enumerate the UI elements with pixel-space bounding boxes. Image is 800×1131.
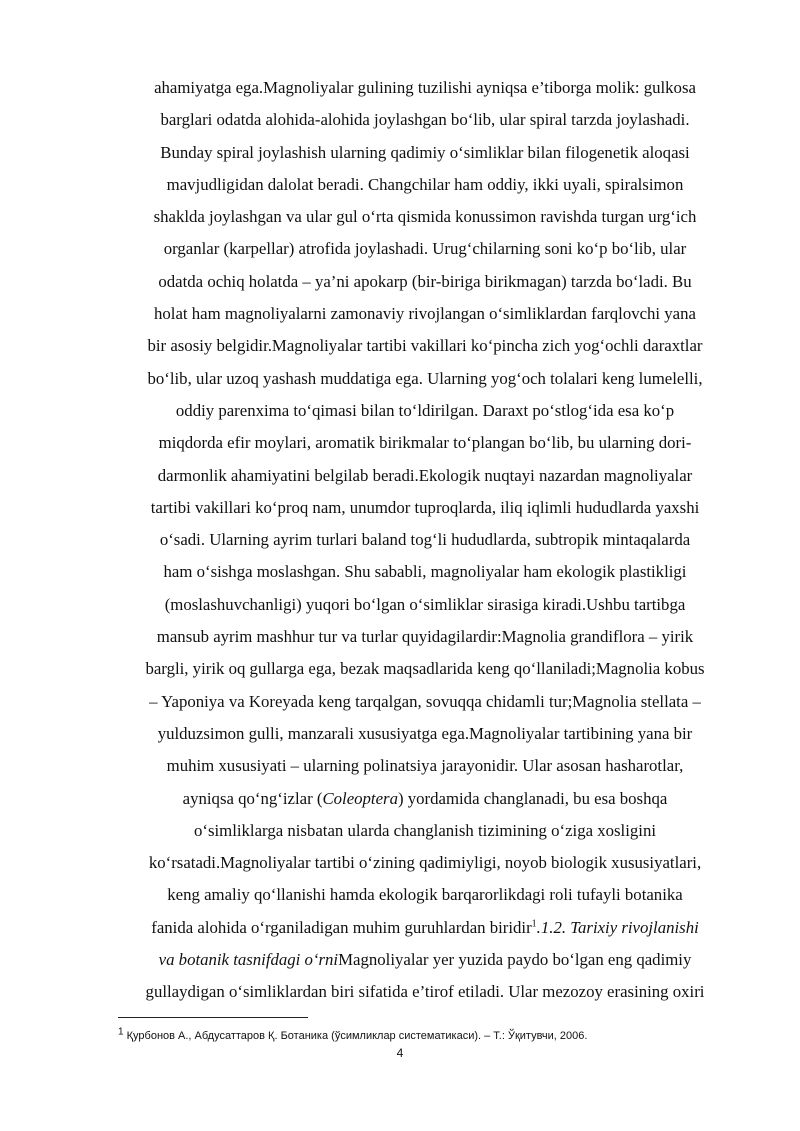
footnote-text: Қурбонов А., Абдусаттаров Қ. Ботаника (ўсимликлар систематикаси). – Т.: Ўқитувчи, 2006. bbox=[123, 1030, 588, 1042]
text-segment: ayniqsa qo‘ng‘izlar ( bbox=[182, 788, 323, 808]
text-line: (moslashuvchanligi) yuqori bo‘lgan o‘simliklar sirasiga kiradi.Ushbu tartibga bbox=[164, 594, 686, 614]
text-line: barglari odatda alohida-alohida joylashgan bo‘lib, ular spiral tarzda joylashadi. bbox=[160, 110, 690, 130]
text-segment: Magnoliyalar yer yuzida paydo bo‘lgan eng qadimiy bbox=[338, 950, 692, 970]
footnote-reference[interactable]: 1 bbox=[531, 918, 537, 930]
text-line bbox=[110, 783, 740, 815]
text-line: tartibi vakillari ko‘proq nam, unumdor tuproqlarda, iliq iqlimli hududlarda yaxshi bbox=[150, 497, 700, 517]
text-line: muhim xususiyati – ularning polinatsiya jarayonidir. Ular asosan hasharotlar, bbox=[166, 756, 684, 776]
text-line: miqdorda efir moylari, aromatik birikmalar to‘plangan bo‘lib, bu ularning dori- bbox=[158, 433, 692, 453]
text-line: o‘sadi. Ularning ayrim turlari baland tog‘li hududlarda, subtropik mintaqalarda bbox=[159, 530, 691, 550]
section-heading: va botanik tasnifdagi o‘rni bbox=[158, 950, 339, 970]
text-line: Bunday spiral joylashish ularning qadimiy o‘simliklar bilan filogenetik aloqasi bbox=[160, 142, 690, 162]
text-line: gullaydigan o‘simliklardan biri sifatida e’tirof etiladi. Ular mezozoy erasining oxiri bbox=[145, 982, 705, 1002]
text-segment: fanida alohida o‘rganiladigan muhim guruhlardan biridir bbox=[151, 917, 532, 937]
text-line: mavjudligidan dalolat beradi. Changchilar ham oddiy, ikki uyali, spiralsimon bbox=[166, 174, 684, 194]
text-line: darmonlik ahamiyatini belgilab beradi.Ekologik nuqtayi nazardan magnoliyalar bbox=[157, 465, 693, 485]
text-line: ahamiyatga ega.Magnoliyalar gulining tuzilishi ayniqsa e’tiborga molik: gulkosa bbox=[154, 78, 696, 97]
italic-taxon: Coleoptera bbox=[322, 788, 398, 808]
text-segment: ) yordamida changlanadi, bu esa boshqa bbox=[397, 788, 668, 808]
footnote bbox=[118, 1026, 738, 1043]
text-line: o‘simliklarga nisbatan ularda changlanish tizimining o‘ziga xosligini bbox=[193, 820, 656, 840]
text-line: ko‘rsatadi.Magnoliyalar tartibi o‘zining qadimiyligi, noyob biologik xususiyatlari, bbox=[148, 853, 702, 873]
text-line bbox=[110, 912, 740, 944]
text-line: bir asosiy belgidir.Magnoliyalar tartibi vakillari ko‘pincha zich yog‘ochli daraxtlar bbox=[147, 336, 703, 356]
section-heading: .1.2. Tarixiy rivojlanishi bbox=[536, 917, 699, 937]
text-line: bo‘lib, ular uzoq yashash muddatiga ega. Ularning yog‘och tolalari keng lumelelli, bbox=[147, 368, 703, 388]
text-line: ham o‘sishga moslashgan. Shu sababli, magnoliyalar ham ekologik plastikligi bbox=[163, 562, 687, 582]
text-line: odatda ochiq holatda – ya’ni apokarp (bir-biriga birikmagan) tarzda bo‘ladi. Bu bbox=[158, 271, 692, 291]
text-line: mansub ayrim mashhur tur va turlar quyidagilardir:Magnolia grandiflora – yirik bbox=[156, 627, 694, 647]
footnote-marker: 1 bbox=[118, 1026, 124, 1038]
footnote-divider bbox=[118, 1017, 308, 1018]
text-line: bargli, yirik oq gullarga ega, bezak maqsadlarida keng qo‘llaniladi;Magnolia kobus bbox=[145, 659, 705, 679]
text-line: shaklda joylashgan va ular gul o‘rta qismida konussimon ravishda turgan urg‘ich bbox=[153, 207, 697, 227]
body-text bbox=[110, 72, 740, 1009]
text-line: keng amaliy qo‘llanishi hamda ekologik barqarorlikdagi roli tufayli botanika bbox=[167, 885, 683, 905]
text-line: holat ham magnoliyalarni zamonaviy rivojlangan o‘simliklardan farqlovchi yana bbox=[154, 304, 696, 324]
page-number: 4 bbox=[396, 1046, 404, 1060]
text-line: oddiy parenxima to‘qimasi bilan to‘ldirilgan. Daraxt po‘stlog‘ida esa ko‘p bbox=[175, 400, 675, 420]
text-line: yulduzsimon gulli, manzarali xususiyatga ega.Magnoliyalar tartibining yana bir bbox=[157, 723, 693, 743]
text-line: organlar (karpellar) atrofida joylashadi. Urug‘chilarning soni ko‘p bo‘lib, ular bbox=[163, 239, 687, 259]
text-line: – Yaponiya va Koreyada keng tarqalgan, sovuqqa chidamli tur;Magnolia stellata – bbox=[149, 691, 701, 711]
text-line bbox=[110, 944, 740, 976]
